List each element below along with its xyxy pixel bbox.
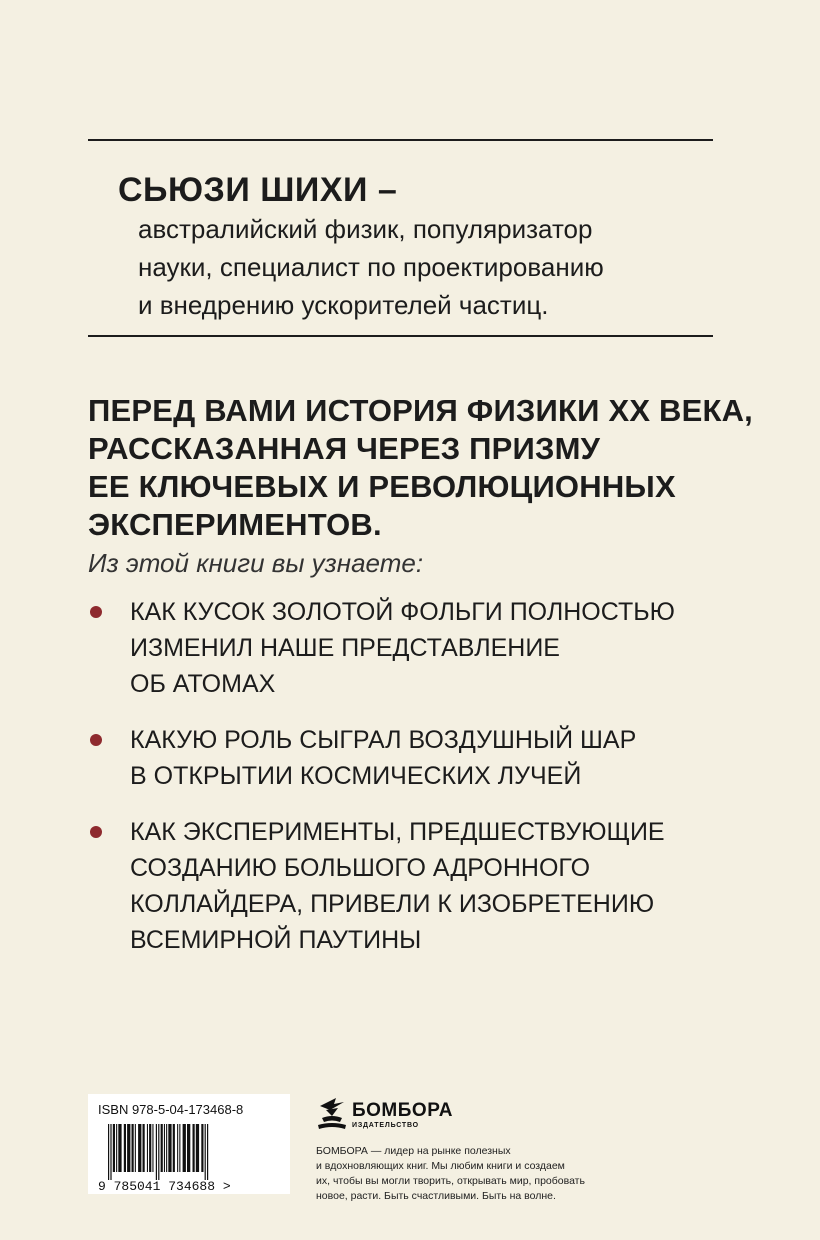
publisher-blurb-line: БОМБОРА — лидер на рынке полезных — [316, 1145, 511, 1157]
publisher-logo — [316, 1092, 476, 1136]
publisher-subtitle: ИЗДАТЕЛЬСТВО — [352, 1122, 419, 1129]
barcode-bar — [164, 1124, 165, 1172]
list-item — [88, 722, 748, 794]
barcode-bar — [152, 1124, 153, 1172]
author-description-line: науки, специалист по проектированию — [138, 252, 604, 282]
barcode-bar — [193, 1124, 195, 1172]
headline-line: РАССКАЗАННАЯ ЧЕРЕЗ ПРИЗМУ — [88, 431, 601, 466]
barcode-bar — [207, 1124, 208, 1180]
barcode-bar — [127, 1124, 130, 1172]
barcode-bar — [113, 1124, 115, 1172]
barcode-digits: 9 785041 734688 > — [98, 1179, 231, 1192]
author-name: СЬЮЗИ ШИХИ – — [118, 171, 398, 209]
bullet-line: КАК КУСОК ЗОЛОТОЙ ФОЛЬГИ ПОЛНОСТЬЮ — [130, 598, 675, 626]
barcode-bar — [138, 1124, 141, 1172]
author-description-line: и внедрению ускорителей частиц. — [138, 290, 549, 320]
barcode-bar — [135, 1124, 136, 1172]
publisher-logo-icon — [316, 1092, 348, 1134]
bullet-line: КАК ЭКСПЕРИМЕНТЫ, ПРЕДШЕСТВУЮЩИЕ — [130, 818, 665, 846]
barcode-bar — [177, 1124, 178, 1172]
publisher-blurb-line: их, чтобы вы могли творить, открывать мир, пробовать — [316, 1175, 585, 1187]
barcode-bar — [118, 1124, 121, 1172]
bullet-line: КАКУЮ РОЛЬ СЫГРАЛ ВОЗДУШНЫЙ ШАР — [130, 726, 637, 754]
intro-text: Из этой книги вы узнаете: — [88, 548, 424, 578]
headline-line: ПЕРЕД ВАМИ ИСТОРИЯ ФИЗИКИ XX ВЕКА, — [88, 393, 753, 428]
author-description — [138, 210, 718, 324]
bullet-dot-icon — [90, 826, 102, 838]
headline — [88, 392, 753, 544]
barcode-bar — [161, 1124, 163, 1172]
headline-line: ЕЕ КЛЮЧЕВЫХ И РЕВОЛЮЦИОННЫХ — [88, 469, 676, 504]
barcode-bar — [173, 1124, 175, 1172]
barcode-panel — [88, 1094, 290, 1194]
barcode-bar — [179, 1124, 180, 1172]
bullet-line: КОЛЛАЙДЕРА, ПРИВЕЛИ К ИЗОБРЕТЕНИЮ — [130, 890, 655, 918]
barcode-bar — [166, 1124, 167, 1172]
barcode-bar — [143, 1124, 145, 1172]
publisher-blurb-line: и вдохновляющих книг. Мы любим книги и создаем — [316, 1160, 565, 1172]
barcode-bar — [116, 1124, 117, 1172]
barcode-bar — [149, 1124, 151, 1172]
bullet-dot-icon — [90, 734, 102, 746]
barcode-bar — [132, 1124, 134, 1172]
barcode-bar — [110, 1124, 111, 1180]
barcode-bar — [196, 1124, 199, 1172]
barcode-bar — [108, 1124, 109, 1180]
top-divider — [88, 139, 713, 141]
bottom-divider — [88, 335, 713, 337]
barcode-bar — [168, 1124, 171, 1172]
bullet-dot-icon — [90, 606, 102, 618]
bullet-list — [88, 594, 748, 958]
list-item — [88, 814, 748, 958]
headline-line: ЭКСПЕРИМЕНТОВ. — [88, 507, 382, 542]
publisher-name: БОМБОРА — [352, 1100, 453, 1121]
bullet-line: СОЗДАНИЮ БОЛЬШОГО АДРОННОГО — [130, 854, 591, 882]
author-block — [118, 170, 718, 324]
barcode-bar — [183, 1124, 186, 1172]
barcode-bar — [156, 1124, 157, 1180]
publisher-blurb-line: новое, расти. Быть счастливыми. Быть на волне. — [316, 1190, 556, 1202]
barcode-bar — [124, 1124, 126, 1172]
bullet-line: ИЗМЕНИЛ НАШЕ ПРЕДСТАВЛЕНИЕ — [130, 634, 560, 662]
author-description-line: австралийский физик, популяризатор — [138, 214, 593, 244]
bullet-line: В ОТКРЫТИИ КОСМИЧЕСКИХ ЛУЧЕЙ — [130, 762, 582, 790]
bullet-line: ОБ АТОМАХ — [130, 670, 276, 698]
barcode-bar — [147, 1124, 148, 1172]
publisher-blurb — [316, 1144, 616, 1204]
barcode-icon — [98, 1122, 280, 1192]
isbn-label: ISBN 978-5-04-173468-8 — [98, 1102, 244, 1117]
barcode-bar — [205, 1124, 206, 1180]
barcode-bar — [187, 1124, 190, 1172]
list-item — [88, 594, 748, 702]
bullet-line: ВСЕМИРНОЙ ПАУТИНЫ — [130, 926, 422, 954]
barcode-bar — [201, 1124, 203, 1172]
barcode-bar — [158, 1124, 159, 1180]
